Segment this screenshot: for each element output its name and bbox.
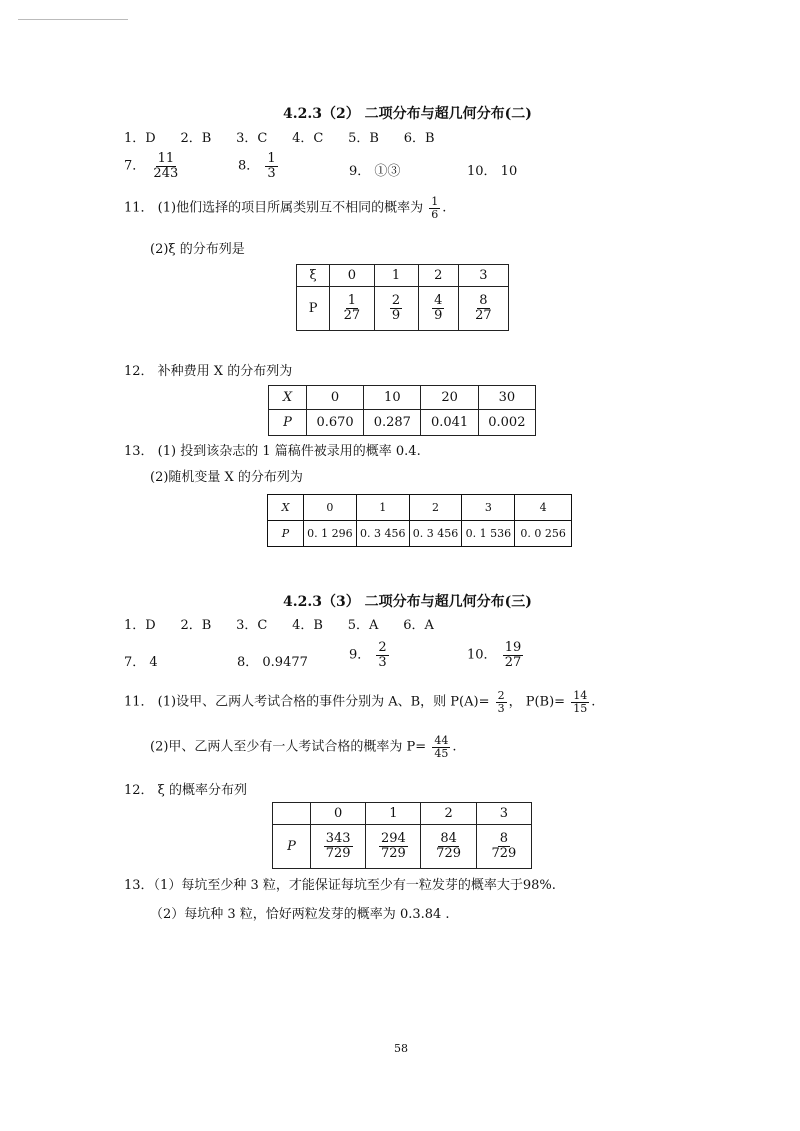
answer-8: 8． $\frac{1}{3}$ — [238, 151, 276, 181]
page-number: 58 — [394, 1042, 408, 1055]
table-row-label: P — [297, 287, 330, 331]
table-cell: 20 — [421, 386, 478, 410]
section-title-3: 4.2.3（3） 二项分布与超几何分布(三) — [283, 594, 532, 610]
answer-12-s2: 12． ξ 的概率分布列 — [124, 783, 247, 798]
table-cell: $\frac{84}{729}$ — [421, 825, 476, 869]
table-cell: 0. 0 256 — [515, 521, 572, 547]
answer-11-part1: 11． (1)他们选择的项目所属类别互不相同的概率为 $\frac{1}{6}$ . — [124, 195, 447, 221]
table-cell: 0. 1 296 — [303, 521, 356, 547]
table-cell: 2 — [409, 495, 462, 521]
answer-9: 9． ①③ — [349, 164, 401, 179]
table-cell: $\frac{4}{9}$ — [418, 287, 458, 331]
table-row-label: P — [273, 825, 311, 869]
table-cell: $\frac{294}{729}$ — [366, 825, 421, 869]
table-cell: $\frac{8}{27}$ — [458, 287, 508, 331]
table-row-label: P — [268, 521, 304, 547]
table-cell: 3 — [462, 495, 515, 521]
table-cell: $\frac{2}{9}$ — [374, 287, 418, 331]
answer-6: 6．A — [403, 618, 434, 633]
table-cell: 1 — [374, 265, 418, 287]
answer-9-s2: 9． $\frac{2}{3}$ — [349, 640, 387, 670]
answers-row-1 — [124, 127, 435, 146]
table-cell: 3 — [458, 265, 508, 287]
answer-3: 3．C — [236, 618, 268, 633]
table-header: ξ — [297, 265, 330, 287]
distribution-table-4 — [272, 802, 532, 869]
answer-13-part2: (2)随机变量 X 的分布列为 — [150, 470, 303, 485]
table-cell: 0.041 — [421, 410, 478, 436]
table-cell: 1 — [356, 495, 409, 521]
answer-11-part2: (2)ξ 的分布列是 — [150, 242, 245, 257]
answer-11-part2-s2: (2)甲、乙两人至少有一人考试合格的概率为 P= $\frac{44}{45}$ . — [150, 734, 457, 760]
table-cell: 0 — [311, 803, 366, 825]
answer-3: 3．C — [236, 131, 268, 146]
distribution-table-1 — [296, 264, 509, 331]
table-cell: 0. 3 456 — [356, 521, 409, 547]
answers-row-1-s2 — [124, 614, 434, 633]
answer-4: 4．C — [292, 131, 324, 146]
table-cell: 0.002 — [478, 410, 535, 436]
answer-10: 10． 10 — [467, 164, 518, 179]
scan-artifact-line — [18, 19, 128, 20]
answer-1: 1．D — [124, 618, 156, 633]
answer-8-s2: 8． 0.9477 — [237, 655, 308, 670]
table-header: X — [268, 495, 304, 521]
table-cell: 4 — [515, 495, 572, 521]
table-cell: 2 — [421, 803, 476, 825]
table-cell: 3 — [476, 803, 531, 825]
table-cell: $\frac{1}{27}$ — [330, 287, 374, 331]
table-cell: $\frac{343}{729}$ — [311, 825, 366, 869]
answer-4: 4．B — [292, 618, 323, 633]
table-header — [273, 803, 311, 825]
table-cell: 0 — [330, 265, 374, 287]
table-row-label: P — [269, 410, 307, 436]
answer-6: 6．B — [403, 131, 435, 146]
answer-5: 5．B — [348, 131, 379, 146]
answer-2: 2．B — [180, 618, 212, 633]
answer-12: 12． 补种费用 X 的分布列为 — [124, 364, 293, 379]
answer-13-part1-s2: 13．（1）每坑至少种 3 粒，才能保证每坑至少有一粒发芽的概率大于98%. — [124, 878, 556, 893]
section-title-2: 4.2.3（2） 二项分布与超几何分布(二) — [283, 106, 532, 122]
table-cell: $\frac{8}{729}$ — [476, 825, 531, 869]
table-cell: 0 — [306, 386, 363, 410]
table-cell: 0.287 — [364, 410, 421, 436]
table-cell: 2 — [418, 265, 458, 287]
answer-11-part1-s2: 11． (1)设甲、乙两人考试合格的事件分别为 A、B，则 P(A)= $\frac{2}{3}$ ， P(B)= $\frac{14}{15}$ . — [124, 689, 596, 715]
answer-7-s2: 7． 4 — [124, 655, 158, 670]
distribution-table-3 — [267, 494, 572, 547]
distribution-table-2 — [268, 385, 536, 436]
answer-13-part2-s2: （2）每坑种 3 粒，恰好两粒发芽的概率为 0.3.84 . — [150, 907, 450, 922]
table-cell: 0. 1 536 — [462, 521, 515, 547]
table-cell: 0 — [303, 495, 356, 521]
answer-5: 5．A — [347, 618, 379, 633]
answer-10-s2: 10． $\frac{19}{27}$ — [467, 640, 522, 670]
answer-1: 1．D — [124, 131, 156, 146]
answer-13-part1: 13． (1) 投到该杂志的 1 篇稿件被录用的概率 0.4. — [124, 444, 421, 459]
table-cell: 30 — [478, 386, 535, 410]
table-cell: 1 — [366, 803, 421, 825]
table-cell: 10 — [364, 386, 421, 410]
answer-7: 7． $\frac{11}{243}$ — [124, 151, 179, 181]
table-cell: 0.670 — [306, 410, 363, 436]
table-header: X — [269, 386, 307, 410]
table-cell: 0. 3 456 — [409, 521, 462, 547]
answer-2: 2．B — [180, 131, 212, 146]
